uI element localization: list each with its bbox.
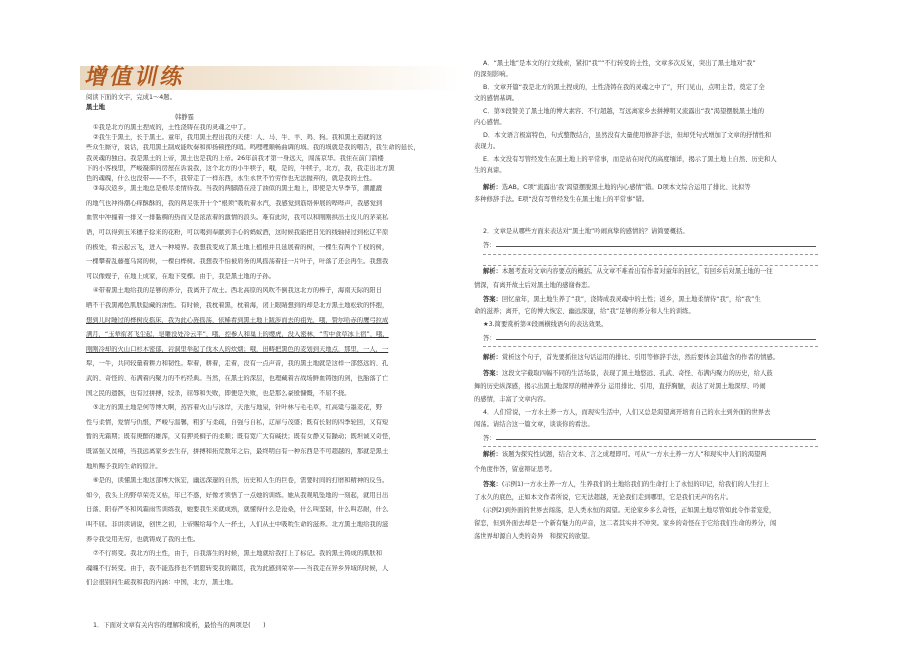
- article-line: 养令我受用无穷，也就铸成了我的土性。: [86, 535, 200, 543]
- answer-3-cont2: 的感情，丰富了文章内容。: [474, 396, 550, 403]
- article-line: 日落、阳春严冬和风霜雨雪训练我，她要我生来就成熟，就懂得什么是沧桑，什么叫坚韧，什么叫忍耐，什么: [86, 506, 389, 514]
- answer-4: 答案：(示例1)一方水土养一方人，生养我们的土地给我们的生命打上了永恒的印记，给我们的人生打上: [483, 481, 769, 488]
- analysis-2-cont: 情深，有离开故土后对黑土地的感谢眷恋。: [474, 282, 594, 289]
- article-line: ⑦不行将变。我北方的土性，由于，自我落生的时候，黑土地就给我打上了标记。我的黑土铸成的肌肤和: [93, 550, 383, 558]
- answer-field-4: 答：: [483, 433, 816, 443]
- answer-4-example2-cont: 留恋，但到外面去却是一个新有魅力的声音，这二者其实并不冲突。家乡的奇怪在于它给我们生命的养分，闯: [474, 520, 777, 527]
- answer-field-3: 答：: [483, 333, 816, 343]
- analysis-3: 解析：赏析这个句子，首先要抓住这句话运用的排比、引用等修辞手法，然后要体会其蕴含的作者的情感。: [483, 354, 779, 361]
- option-b-line1: B．文章开篇“我是北方的黑土捏成的，土性浇铸在我的灵魂之中了”，开门见山，点明主旨，奠定了全: [483, 84, 765, 91]
- option-c-line2: 内心感情。: [474, 119, 506, 126]
- article-line: 晒不干我黑褐色肌肤隐藏的油性。有时候，我枕着黑，枕着海，闭上眼睛想到的却是北方黑土地松软的怀抱，: [86, 302, 389, 309]
- section-title: 增值训练: [82, 64, 189, 90]
- answer-4-example2: (示例2)到外面的世界去闯荡，是人类永恒的渴望。无论家乡多么奇怪，正如黑土地尽管如此令作者宠爱，: [483, 507, 776, 514]
- article-author: 韩静霆: [175, 114, 194, 121]
- article-line: 叫不屈。非讲读请说，创世之初，上帝赐给每个人一抔土，人们从土中吸吮生命的滋养。北方黑土地给我的滋: [86, 521, 389, 528]
- article-line: ①我是北方的黑土捏成的，土性浇铸在我的灵魂之中了。: [93, 124, 250, 131]
- answer-line: [483, 265, 818, 266]
- article-line: 下的小客栈里，严峻凝滞的房屋在诉说我，这个北方的小牛犊子，哦，是的，牛犊子，北方，我，我走出北方黑: [86, 164, 395, 172]
- article-line: 的地气也冲得潮心痒酥酥的，我的两足张开十个“根须”吸吮着水汽，我感觉到筋络伸展的哔哔声，我感觉到: [86, 199, 383, 207]
- analysis-4-cont: 个角度作答，留意辩证思考。: [474, 466, 556, 473]
- option-e-line2: 生的真谛。: [474, 167, 506, 174]
- article-line: 满月，“玉辇衔茗飞尘起，皂雕没处冷云平”，哦，控参人和巢上的缨虎，没入密林，“雪中食草冰上宿”，哦，: [86, 331, 389, 339]
- answer-3: 答案：这段文字截取四幅不同的生活场景，表现了黑土地悠远、孔武、奇怪、布满内聚力的历史，给人鼓: [483, 370, 773, 377]
- answer-2-cont: 命的滋养；离开，它的博大恢宏、幽远深邃，给“我”足够的养分和人生的训练。: [474, 308, 695, 315]
- answer-4-example2-cont2: 荡世界却源自人类的奇异 和探究的欲望。: [474, 533, 594, 540]
- question-2: 2．文章是从哪些方面来表达对“黑土地”吟闹真挚的感情的？请简要概括。: [483, 228, 689, 235]
- article-line: 刚刚冷却的火山口杉木密郁，岩洞里举起了伐木人的炊烟；哦，田畴把黑色的麦划到天地点，那里，一人，一: [86, 345, 389, 353]
- question-4: 4．人们常说，一方水土养一方人，而现实生活中，人们又总是渴望离开培育自己的水土到外面的世界去: [483, 409, 771, 416]
- article-line: 语，可以得到玉米穗子捻来的花粉，可以喝到奉献到手心的蚂蚁酒，这时候我能把目光的线轴持过到松辽平原: [86, 229, 389, 236]
- article-line: 性与柔情，爱情与仇恨，严峻与温馨，粗犷与柔疏，自强与自私，辽扉与茂盛；既有长射的四季轮回，又有短: [86, 418, 389, 426]
- article-line: 血管中冲撞着一排又一排黏稠的热而又是浓浓着的激情的浪头。难有此时，我可以和刚刚拱出土皮儿的茅菜私: [86, 214, 389, 222]
- answer-line: [483, 346, 818, 347]
- analysis-4: 解析：该题为探究性试题，结合文本、言之成理即可。可从“一方水土养一方人”和现实中人们的渴望两: [483, 451, 767, 458]
- answer-4-cont: 了永久的底色，正如本文作者所说，它无法超越，无论我们走到哪里，它是我们无声的名片。: [474, 494, 733, 501]
- article-line: 一棵攀着乱藤蔓乌窝的树，一棵白桦树。我想我不怕被肩务的风摇荡着挂一片叶子，叶落了还会再生。我想我: [86, 258, 389, 266]
- article-line: ②我生于黑土，长于黑土。童年，我用黑土捏出我的天使：人、马、牛、羊、鸡、狗。我和黑土造就的这: [93, 134, 383, 142]
- question-4-cont: 闯荡。请结合这一篇文章，谈谈你的看法。: [474, 421, 594, 428]
- question-1: 1．下面对文章有关内容的理解和赏析，最恰当的两项是( ): [93, 622, 266, 629]
- article-line: 地所赐予我的生命的原汁。: [86, 462, 162, 470]
- article-line: 色的魂魄，什么也没带——不不，我带走了一样东西，永生永世不竹劳作也无法抛弃的，就是我的土性。: [86, 175, 376, 182]
- analysis-1-cont: 多种修辞手法。E项“没有写曾经发生在黑土地上的平常事”错。: [474, 196, 649, 203]
- answer-2: 答案：回忆童年，黑土地生养了“我”，浇铸成我灵魂中的土性；返乡，黑土地柔情待“我”，给“我”生: [483, 296, 761, 303]
- article-line: 魂魄不行转变。由于，我不能选择也不情愿转变我的籍贯，我为此感到荣幸——当我走在异乡异域的时候，人: [86, 564, 389, 572]
- answer-field-2: 答：: [483, 240, 816, 250]
- article-line: 国之民的遗骸，也有过拼搏，绞杀，屈辱和失败，即便是失败，也是那么豪殷慷慨，不屈不挠。: [86, 389, 351, 397]
- analysis-1: 解析：选AB。C项“流露出‘我’渴望摆脱黑土地的内心感情”错。D项本文综合运用了排比、比拟等: [483, 184, 751, 191]
- article-line: 既富强又贫瘠，当我远离家乡去生存，拼搏和拓荒数年之后，最终明白有一种东西是不可超越的，那就是黑土: [86, 448, 389, 455]
- article-line: 的极处，看云起云飞，进入一种境界。我想我变成了黑土地上植根并且延展着的树，一棵生有两个丫杈的树，: [86, 243, 389, 251]
- instructions: 阅读下面的文字，完成1～4题。: [86, 94, 176, 101]
- option-d-line1: D．本文语言极富特色，句式整散结合，虽然没有大量使用修辞手法，但却凭句式增加了文章的抒情性和: [483, 132, 772, 139]
- answer-line: [483, 254, 818, 255]
- article-line: 们会很别问生疏我和我的内涵：中国，北方，黑土地。: [86, 579, 238, 587]
- option-a-line1: A．“黑土地”是本文的行文线索，紧扣“我”“不行转变的土性，文章多次反复，突出了黑土地对“我”: [483, 60, 756, 67]
- article-line: 我灵魂的独白。我是黑土的上帝，黑土也是我的上帝。26年前我才第一身远天，闯荡京华。我住在前门箭楼: [86, 154, 384, 162]
- article-line: ⑤北方的黑土地是何等博大啊，蒸容着火山与冰岸，天池与地泉，针叶林与毛毛草，红高粱与墨麦花，野: [93, 404, 383, 412]
- article-line: 暂的无霜期；既有庚醉的雄浑，又有狎炎榈子的柔顺；既有宽广大有碱扶；既有女静又有躁动；既坦诚又奇怪，: [86, 433, 395, 441]
- article-line: ④带着黑土地给我的足够的养分，我离开了故土。西北高原的风吹不倒我这北方的棒子，海南天际的阳日: [93, 287, 383, 295]
- option-c-line1: C．第⑤段赞美了黑土地的博大素容、不行超越，写远离家乡去拼搏明又流露出“我”渴望摆脱黑土地的: [483, 108, 765, 115]
- article-line: 如今，我头上的野草荣壳又枯，年已不惑，好像才领悟了一点她的训练。她从我观吼坠地的一刻起，就用日出: [86, 491, 389, 499]
- article-line: ⑥是的，读懂黑土地这部博大恢宏，幽远深邃的自然，历史和人生的巨卷，需要时间的打磨和精神的反刍。: [93, 477, 389, 485]
- option-a-line2: 的深刻影响。: [474, 71, 512, 78]
- analysis-2: 解析：本题考查对文章内容要点的概括。从文章不难看出有作者对童年的回忆，有回乡后对黑土地的一往: [483, 268, 773, 275]
- article-line: 想到儿时睡过的桦树皮摇床，我为此心旌摇荡，依稀看到黑土地上跋涉而去的祖先，哦，赞尔哈赤的鹰弓拉成: [86, 316, 389, 324]
- answer-line: [483, 446, 818, 447]
- answer-3-cont: 舞的历史纵深感，揭示出黑土地深厚的精神养分 运用排比、引用，直抒胸臆，表达了对黑土地深厚、吟闹: [474, 383, 766, 390]
- option-d-line2: 表现力。: [474, 143, 500, 150]
- article-line: 可以像嫂子，在地上成家，在地下变棵。由于，我是黑土地的子孙。: [86, 272, 275, 280]
- article-line: 些众生厮守，说话，我用黑土制成能吹奏和抑扬顿挫的哨。鸣哩哩顺畅曲调的埙。我的埙就是我的咽舌，我生命的延长，: [86, 144, 420, 152]
- option-e-line1: E．本文没有写管经发生在黑土地上的平常事，而是站在时代的高度缅详，揭示了黑土地上自然、历史和人: [483, 156, 777, 163]
- article-line: ③每次返乡，黑土地总是极尽柔情待我。当我的两脚踏在浸了油似的黑土地上，即使是大早季节，潮漉漉: [93, 185, 383, 193]
- article-line: 犁，一牛，共同较量着耕力和韧性。犁着，耕着，走着，没有一点声音，我的黑土地就是这样一部悠远的、孔: [86, 360, 389, 368]
- article-line: 武的、奇怪的、布满着内聚力的不朽经典。当然，在黑土的深层，也理藏着古战场鲜血铸蚀的剑，也胎落了亡: [86, 375, 389, 382]
- article-title: 黑土地: [86, 104, 105, 111]
- question-3: ★3.简要赏析第④段画横线语句的表达效果。: [483, 321, 608, 328]
- option-b-line2: 文的感情基调。: [474, 95, 519, 102]
